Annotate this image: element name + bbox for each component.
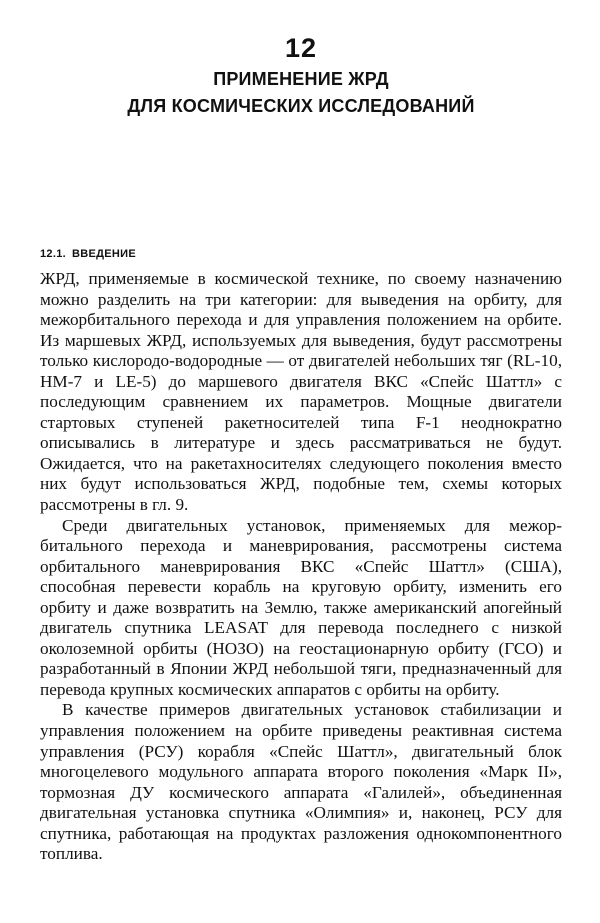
section-heading <box>40 247 562 261</box>
chapter-number: 12 <box>284 33 318 63</box>
paragraph-3: В качестве примеров двигательных установок стабилизации и управления положением на орбите приведены реактивная система управления (РСУ) корабля «Спейс Шаттл», двигательный блок многоцелевого модульного аппарата второго поколения «Марк II», тормозная ДУ космического аппарата «Галилей», объединенная двигательная установка спутника «Олимпия» и, наконец, РСУ для спутника, работающая на продуктах разложения однокомпонентного топлива. <box>40 700 562 864</box>
chapter-title-line-2: ДЛЯ КОСМИЧЕСКИХ ИССЛЕДОВАНИЙ <box>127 96 475 116</box>
chapter-title <box>40 66 562 120</box>
section-title: ВВЕДЕНИЕ <box>71 248 136 260</box>
chapter-title-line-1: ПРИМЕНЕНИЕ ЖРД <box>213 69 389 89</box>
paragraph-2: Среди двигательных установок, применяемых для межорбитального перехода и маневрирования, рассмотрены система орбитального маневрирования ВКС «Спейс Шаттл» (США), способная перевести корабль на круговую орбиту, изменить его орбиту и даже возвратить на Землю, также американский апогейный двигатель спутника LEASAT для перевода последнего с низкой околоземной орбиты (НОЗО) на геостационарную орбиту (ГСО) и разработанный в Японии ЖРД небольшой тяги, предназначенный для перевода крупных космических аппаратов с орбиты на орбиту. <box>40 515 562 699</box>
paragraph-1: ЖРД, применяемые в космической технике, по своему назначению можно разделить на три категории: для выведения на орбиту, для межорбитального перехода и для управления положением на орбите. Из маршевых ЖРД, используемых для выведения, будут рассмотрены только кислородо-водородные — от двигателей небольших тяг (RL-10, НМ-7 и LE-5) до маршевого двигателя ВКС «Спейс Шаттл» с последующим сравнением их параметров. Мощные двигатели стартовых ступеней ракетносителей типа F-1 неоднократно описывались в литературе и здесь рассматриваться не будут. Ожидается, что на ракетахносителях следующего поколения вместо них будут использоваться ЖРД, подобные тем, схемы которых рассмотрены в гл. 9. <box>40 269 562 515</box>
section-number: 12.1. <box>40 248 66 260</box>
section-body <box>40 269 562 865</box>
